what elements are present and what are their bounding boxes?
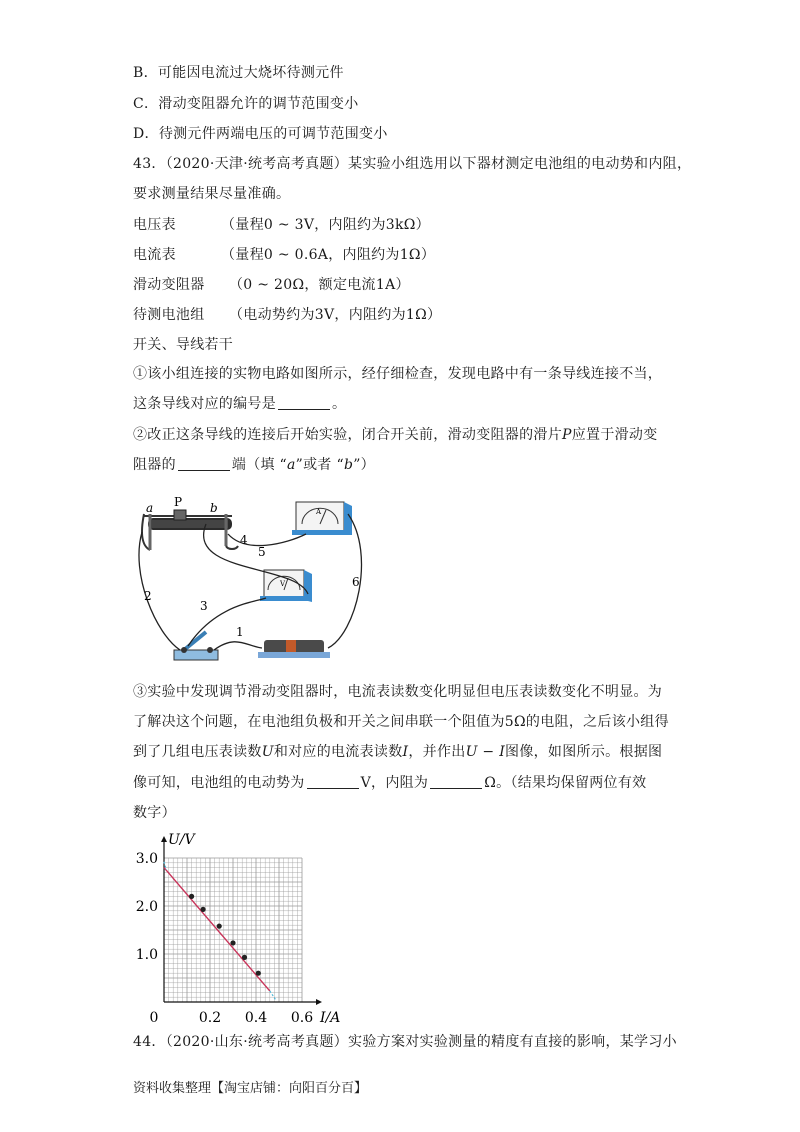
data-point (201, 907, 206, 912)
label-b: b (210, 501, 218, 515)
x-tick-label: 0.4 (244, 1010, 268, 1026)
equipment-name: 电流表 (133, 247, 176, 263)
option-d: D．待测元件两端电压的可调节范围变小 (133, 126, 388, 142)
text-segment: Ω。（结果均保留两位有效 (484, 775, 647, 791)
option-c: C．滑动变阻器允许的调节范围变小 (133, 96, 359, 112)
q43-part1-line2 (133, 394, 346, 414)
equipment-voltmeter (133, 215, 430, 235)
data-point (230, 940, 235, 945)
variable-p: P (562, 427, 572, 443)
variable-u-i: U − I (465, 744, 506, 760)
equipment-name: 待测电池组 (133, 307, 205, 323)
q44-stem-line1: 44．（2020·山东·统考高考真题）实验方案对实验测量的精度有直接的影响，某学习小 (133, 1034, 677, 1050)
y-axis-label: U/V (168, 832, 195, 848)
text-segment: 像可知，电池组的电动势为 (133, 775, 305, 791)
y-tick-label: 3.0 (135, 851, 158, 867)
text-segment: 阻器的 (133, 457, 176, 473)
q43-stem-line2: 要求测量结果尽量准确。 (133, 186, 291, 202)
text-segment: 图像，如图所示。根据图 (505, 744, 663, 760)
equipment-spec: （0 ~ 20Ω，额定电流1A） (229, 277, 410, 293)
x-axis-label: I/A (320, 1010, 341, 1026)
wire-label: 6 (352, 575, 360, 589)
equipment-battery (133, 305, 441, 325)
answer-blank (278, 395, 330, 410)
ammeter-label: A (316, 508, 322, 516)
equipment-spec: （电动势约为3V，内阻约为1Ω） (229, 307, 442, 323)
answer-blank (178, 456, 230, 471)
fit-line (164, 868, 270, 991)
equipment-name: 滑动变阻器 (133, 277, 205, 293)
voltmeter-label: V (280, 580, 286, 588)
text-segment: V，内阻为 (360, 775, 429, 791)
y-tick-label: 1.0 (135, 947, 158, 963)
wire-label: 2 (144, 589, 152, 603)
text-segment: 和对应的电流表读数 (273, 744, 403, 760)
option-b: B．可能因电流过大烧坏待测元件 (133, 65, 344, 81)
q43-part3-line1: ③实验中发现调节滑动变阻器时，电流表读数变化明显但电压表读数变化不明显。为 (133, 684, 663, 700)
wire-label: 1 (236, 625, 244, 639)
x-tick-label: 0.2 (198, 1010, 222, 1026)
y-axis-arrow (161, 836, 167, 842)
data-point (189, 894, 194, 899)
variable-a: a (287, 457, 296, 473)
rheostat-icon (142, 510, 238, 550)
text-segment: ”） (353, 457, 375, 473)
equipment-rheostat (133, 275, 410, 295)
q43-part3-line3 (133, 742, 662, 762)
equipment-switch-wires: 开关、导线若干 (133, 337, 234, 353)
equipment-name: 电压表 (133, 217, 176, 233)
label-a: a (146, 501, 154, 515)
text-segment: 。 (332, 396, 347, 412)
q43-part3-line2: 了解决这个问题，在电池组负极和开关之间串联一个阻值为5Ω的电阻，之后该小组得 (133, 714, 669, 730)
text-segment: ，并作出 (408, 744, 466, 760)
y-tick-label: 2.0 (135, 899, 158, 915)
text-segment: ”或者 “ (295, 457, 344, 473)
data-point (217, 924, 222, 929)
x-axis-arrow (316, 999, 322, 1005)
q43-part2-line1 (133, 425, 658, 445)
page-footer: 资料收集整理【淘宝店铺：向阳百分百】 (133, 1081, 368, 1096)
wire-1 (214, 642, 262, 650)
label-p: P (174, 495, 183, 509)
equipment-spec: （量程0 ~ 0.6A，内阻约为1Ω） (221, 247, 436, 263)
text-segment: 应置于滑动变 (571, 427, 658, 443)
equipment-ammeter (133, 245, 435, 265)
wire-label: 3 (200, 599, 208, 613)
circuit-diagram (136, 494, 376, 670)
data-point (256, 971, 261, 976)
answer-blank (307, 774, 359, 789)
wire-label: 5 (258, 545, 266, 559)
q43-part3-line4 (133, 773, 646, 793)
answer-blank (430, 774, 482, 789)
text-segment: ②改正这条导线的连接后开始实验，闭合开关前，滑动变阻器的滑片 (133, 427, 562, 443)
text-segment: 端（填 “ (231, 457, 288, 473)
ammeter-icon (292, 502, 352, 535)
origin-label: 0 (149, 1010, 159, 1026)
wire-label: 4 (240, 533, 248, 547)
q43-part1-line1: ①该小组连接的实物电路如图所示，经仔细检查，发现电路中有一条导线连接不当， (133, 366, 663, 382)
text-segment: 这条导线对应的编号是 (133, 396, 276, 412)
text-segment: 到了几组电压表读数 (133, 744, 262, 760)
data-point (242, 955, 247, 960)
variable-b: b (343, 457, 354, 473)
q43-part2-line2 (133, 455, 375, 475)
battery-icon (258, 640, 330, 658)
x-tick-label: 0.6 (290, 1010, 314, 1026)
u-i-chart (130, 830, 350, 1030)
equipment-spec: （量程0 ~ 3V，内阻约为3kΩ） (221, 217, 430, 233)
q43-stem-line1: 43．（2020·天津·统考高考真题）某实验小组选用以下器材测定电池组的电动势和内阻， (133, 156, 692, 172)
q43-part3-line5: 数字） (133, 805, 176, 821)
variable-u: U (261, 744, 274, 760)
voltmeter-icon (260, 570, 312, 602)
variable-i: I (402, 744, 409, 760)
